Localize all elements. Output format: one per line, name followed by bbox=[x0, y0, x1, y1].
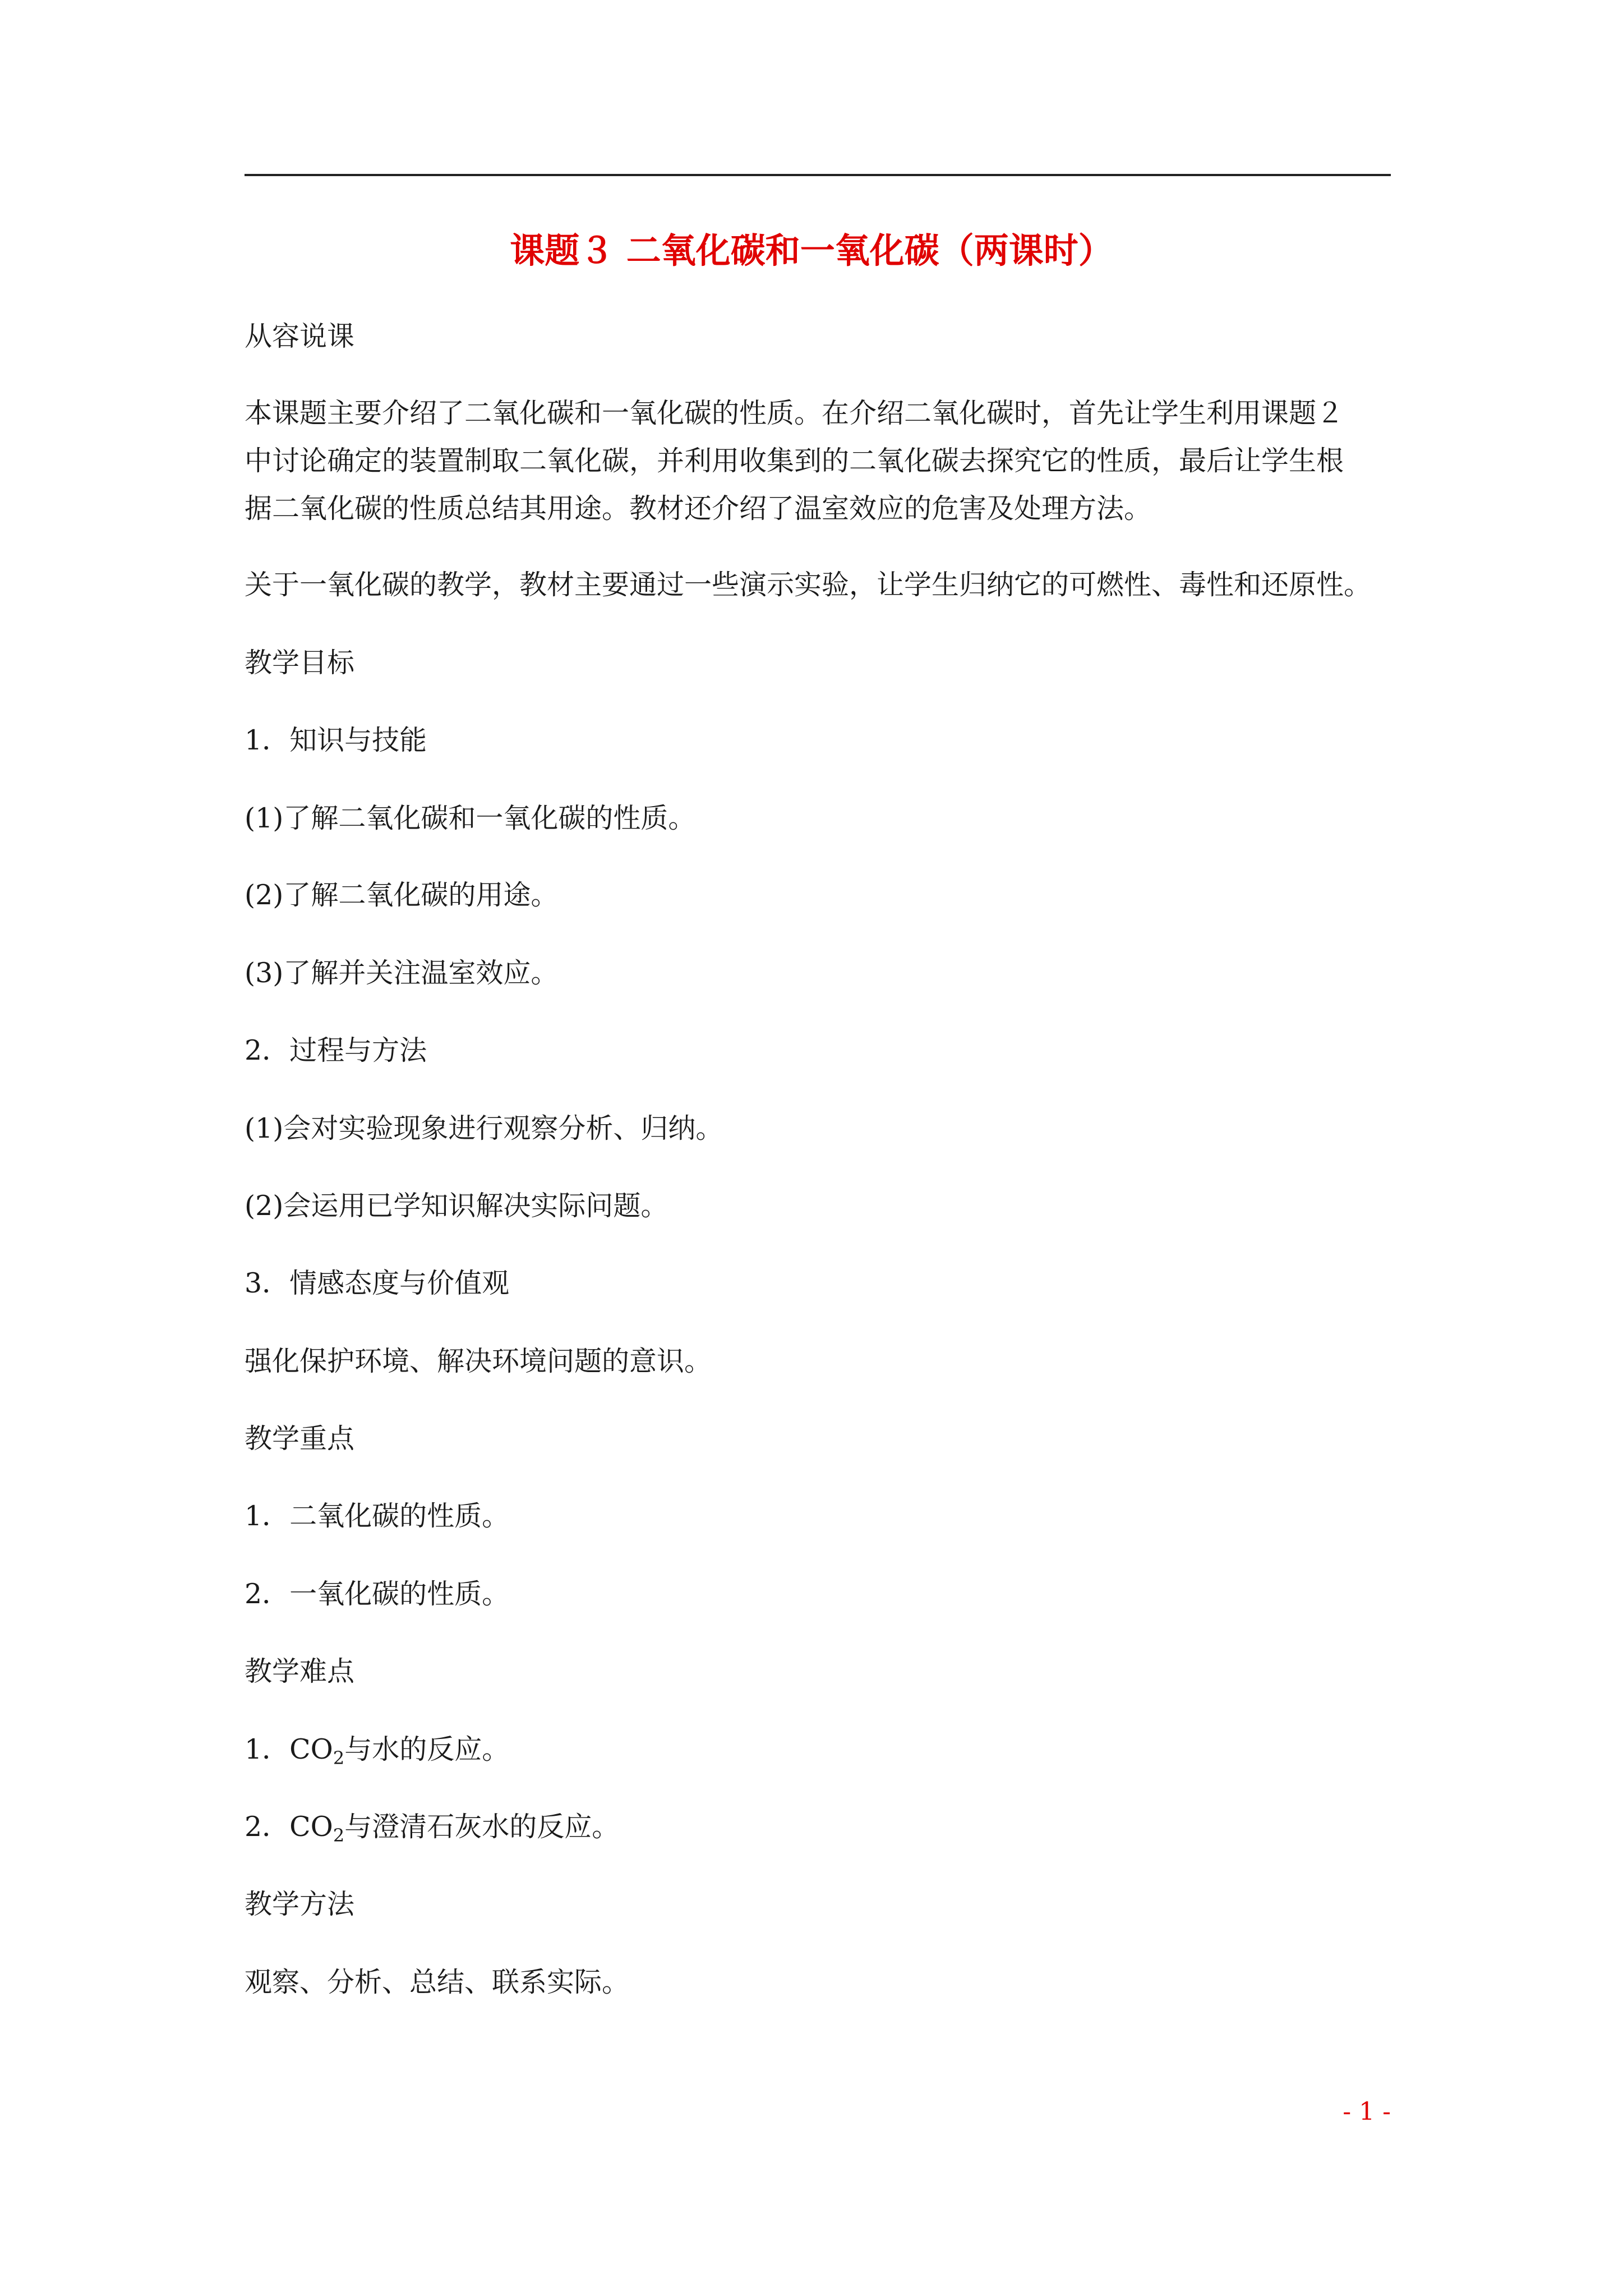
paragraph-line: 本课题主要介绍了二氧化碳和一氧化碳的性质。在介绍二氧化碳时，首先让学生利用课题２ bbox=[245, 397, 1344, 429]
list-item: 1．知识与技能 bbox=[245, 724, 427, 756]
section-heading-methods: 教学方法 bbox=[245, 1888, 355, 1920]
list-item: (2)会运用已学知识解决实际问题。 bbox=[245, 1190, 668, 1222]
list-item bbox=[245, 1730, 509, 1772]
list-item: (1)了解二氧化碳和一氧化碳的性质。 bbox=[245, 802, 696, 834]
list-item: 2．一氧化碳的性质。 bbox=[245, 1578, 510, 1610]
section-heading-difficulties: 教学难点 bbox=[245, 1655, 355, 1687]
item-text: 与水的反应。 bbox=[344, 1733, 510, 1765]
list-item: 1．二氧化碳的性质。 bbox=[245, 1500, 510, 1532]
co2-prefix: 2．CO bbox=[245, 1811, 333, 1843]
item-text: 与澄清石灰水的反应。 bbox=[344, 1811, 620, 1843]
subscript-2: 2 bbox=[333, 1825, 345, 1846]
section-heading-goals: 教学目标 bbox=[245, 647, 355, 679]
list-item: (2)了解二氧化碳的用途。 bbox=[245, 879, 559, 911]
list-item bbox=[245, 1807, 619, 1849]
list-item: 3．情感态度与价值观 bbox=[245, 1267, 510, 1299]
paragraph-line: 关于一氧化碳的教学，教材主要通过一些演示实验，让学生归纳它的可燃性、毒性和还原性。 bbox=[245, 569, 1372, 601]
section-heading-key-points: 教学重点 bbox=[245, 1423, 355, 1455]
co2-prefix: 1．CO bbox=[245, 1733, 333, 1765]
list-item: 2．过程与方法 bbox=[245, 1034, 427, 1066]
list-item: (3)了解并关注温室效应。 bbox=[245, 957, 559, 989]
header-rule bbox=[245, 174, 1391, 176]
paragraph-line: 中讨论确定的装置制取二氧化碳，并利用收集到的二氧化碳去探究它的性质，最后让学生根 bbox=[245, 445, 1344, 477]
paragraph-line: 据二氧化碳的性质总结其用途。教材还介绍了温室效应的危害及处理方法。 bbox=[245, 493, 1152, 524]
list-item: (1)会对实验现象进行观察分析、归纳。 bbox=[245, 1112, 723, 1144]
list-item: 强化保护环境、解决环境问题的意识。 bbox=[245, 1345, 712, 1377]
section-heading-shuoke: 从容说课 bbox=[245, 320, 355, 352]
paragraph-line: 观察、分析、总结、联系实际。 bbox=[245, 1966, 630, 1998]
page-number: - 1 - bbox=[1343, 2097, 1391, 2126]
subscript-2: 2 bbox=[333, 1747, 345, 1769]
document-title: 课题３ 二氧化碳和一氧化碳（两课时） bbox=[510, 230, 1113, 271]
